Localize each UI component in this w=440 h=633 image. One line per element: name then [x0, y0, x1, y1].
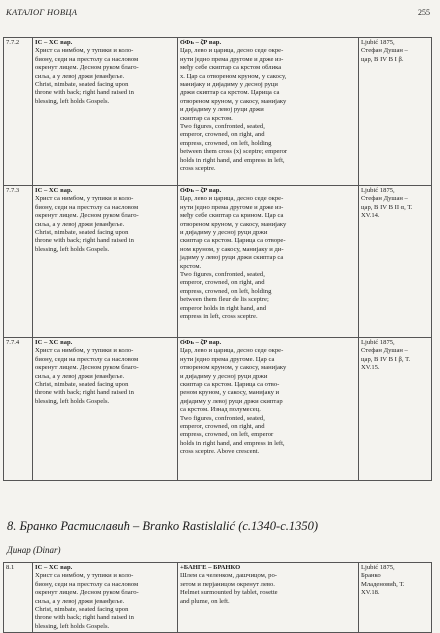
reverse-description-line: emperor holds in right hand, and: [180, 304, 267, 312]
reverse-description-line: empress, crowned, on left, holding: [180, 287, 272, 295]
reverse-description-line: emperor, crowned, on right, and: [180, 279, 265, 287]
reference-line: цар, В IV В I β, Т.: [361, 355, 411, 363]
reference: [359, 38, 432, 186]
obverse-description-line: биону, седи на престолу са насловом: [35, 355, 139, 363]
reverse-description: [178, 338, 359, 481]
obverse-description-line: окренут лицем. Десном руком благо-: [35, 64, 139, 72]
reverse-description-line: between them fleur de lis sceptre;: [180, 296, 269, 304]
reverse-description-line: +БАНГЕ – БРАНКО: [180, 564, 241, 571]
catalog-number: 7.7.3: [4, 186, 33, 338]
reverse-description-line: emperor, crowned, on right, and: [180, 131, 265, 139]
page-number: 255: [418, 8, 430, 17]
reference-line: Стефан Душан –: [361, 195, 408, 203]
reverse-description-line: between them cross (x) sceptre; emperor: [180, 148, 288, 156]
obverse-description-line: throne with back; right hand raised in: [35, 614, 134, 622]
reference-line: Стефан Душан –: [361, 347, 408, 355]
coin-catalog-table-2: [3, 562, 432, 633]
reverse-description-line: cross sceptre.: [180, 165, 216, 173]
obverse-description: [33, 38, 178, 186]
reference-line: цар, В IV В II α, Т.: [361, 203, 413, 211]
running-header: КАТАЛОГ НОВЦА: [6, 7, 78, 17]
reverse-description: [178, 186, 359, 338]
obverse-description-line: Христ са нимбом, у тупики и коло-: [35, 347, 134, 355]
obverse-description-line: IC – XC вар.: [35, 39, 73, 46]
reverse-description-line: отвореном круном, у сакосу, манијаку: [180, 97, 287, 105]
reverse-description-line: х. Цар са отвореном круном, у сакосу,: [180, 72, 287, 80]
obverse-description-line: Christ, nimbate, seated facing upon: [35, 81, 129, 89]
obverse-description-line: Christ, nimbate, seated facing upon: [35, 229, 129, 237]
reverse-description-line: зетом и перјаницом окренут лево.: [180, 580, 275, 588]
reverse-description-line: крстом.: [180, 262, 202, 270]
catalog-row: [4, 186, 432, 338]
reverse-description-line: отвореном круном, у сакосу, манијаку: [180, 220, 287, 228]
reverse-description-line: међу себе скиптар са крстом облика: [180, 64, 282, 72]
reference: [359, 563, 432, 633]
reverse-description-line: реном круном, у сакосу, манијаку и: [180, 389, 280, 397]
reverse-description-line: Two figures, confronted, seated,: [180, 271, 265, 279]
reference-line: XV.18.: [361, 589, 380, 597]
obverse-description-line: IC – XC вар.: [35, 564, 73, 571]
reverse-description-line: ном круном, у сакосу, манијаку и ди-: [180, 245, 284, 253]
catalog-row: [4, 338, 432, 481]
obverse-description-line: throne with back; right hand raised in: [35, 237, 134, 245]
obverse-description: [33, 563, 178, 633]
reverse-description-line: отвореном круном, у сакосу, манијаку: [180, 364, 287, 372]
catalog-number: 7.7.4: [4, 338, 33, 481]
obverse-description-line: blessing, left holds Gospels.: [35, 397, 110, 405]
obverse-description-line: окренут лицем. Десном руком благо-: [35, 364, 139, 372]
coin-catalog-table: [3, 37, 432, 481]
reference-line: Стефан Душан –: [361, 47, 408, 55]
reverse-description-line: and plume, on left.: [180, 597, 230, 605]
reverse-description-line: нути једно према другоме и држе из-: [180, 203, 284, 211]
reference-line: Бранко: [361, 572, 381, 580]
reverse-description-line: са крстом. Изнад полумесец.: [180, 406, 261, 414]
reverse-description-line: holds in right hand, and empress in left,: [180, 156, 285, 164]
reference-line: Ljubić 1875,: [361, 39, 395, 46]
reverse-description-line: Цар, лево и царица, десно седе окре-: [180, 347, 284, 355]
catalog-number: 8.1: [4, 563, 33, 633]
reference-line: Младеновић, Т.: [361, 580, 405, 588]
obverse-description-line: IC – XC вар.: [35, 339, 73, 346]
obverse-description-line: IC – XC вар.: [35, 187, 73, 194]
catalog-row: [4, 563, 432, 633]
reverse-description-line: дијадиму у левој руци држи скиптар: [180, 397, 283, 405]
obverse-description-line: blessing, left holds Gospels.: [35, 622, 110, 630]
obverse-description-line: throne with back; right hand raised in: [35, 89, 134, 97]
section-heading: 8. Бранко Растиславић – Branko Rastislalić (c.1340-c.1350): [7, 519, 319, 533]
reverse-description-line: empress, crowned, on left, holding: [180, 139, 272, 147]
catalog-row: [4, 38, 432, 186]
obverse-description-line: сиља, а у левој држи јеванђеље.: [35, 72, 125, 80]
reference-line: цар, В IV В I β.: [361, 55, 404, 63]
reference-line: XV.15.: [361, 364, 380, 372]
obverse-description-line: Христ са нимбом, у тупики и коло-: [35, 47, 134, 55]
reverse-description-line: Шлем са челенком, дашчицом, ро-: [180, 572, 277, 580]
reverse-description-line: јадиму у левој руци држи скиптар са: [180, 254, 284, 262]
reference-line: Ljubić 1875,: [361, 187, 395, 194]
reverse-description-line: скиптар са крстом. Царица са отво-: [180, 381, 280, 389]
reverse-description: [178, 38, 359, 186]
reverse-description-line: ϬФь – ζ̄Р вар.: [180, 39, 222, 46]
obverse-description-line: окренут лицем. Десном руком благо-: [35, 589, 139, 597]
reference-line: Ljubić 1875,: [361, 564, 395, 571]
reverse-description-line: ϬФь – ζ̄Р вар.: [180, 187, 222, 194]
reverse-description-line: Two figures, confronted, seated,: [180, 414, 265, 422]
reverse-description-line: empress, crowned, on left, emperor: [180, 431, 274, 439]
reverse-description-line: Two figures, confronted, seated,: [180, 123, 265, 131]
reverse-description-line: empress in left, cross sceptre.: [180, 313, 258, 321]
reverse-description-line: cross sceptre. Above crescent.: [180, 448, 260, 456]
obverse-description-line: окренут лицем. Десном руком благо-: [35, 212, 139, 220]
obverse-description-line: биону, седи на престолу са насловом: [35, 580, 139, 588]
obverse-description-line: throne with back; right hand raised in: [35, 389, 134, 397]
reference: [359, 338, 432, 481]
reference-line: Ljubić 1875,: [361, 339, 395, 346]
obverse-description-line: blessing, left holds Gospels.: [35, 245, 110, 253]
obverse-description-line: Christ, nimbate, seated facing upon: [35, 606, 129, 614]
reverse-description-line: Цар, лево и царица, десно седе окре-: [180, 47, 284, 55]
obverse-description: [33, 338, 178, 481]
reverse-description-line: манијаку и дијадиму у десној руци: [180, 81, 278, 89]
reverse-description-line: и дијадиму у десној руци држи: [180, 372, 268, 380]
obverse-description-line: Christ, nimbate, seated facing upon: [35, 381, 129, 389]
reference-line: XV.14.: [361, 212, 380, 220]
section-subheading: Динар (Dinar): [7, 545, 61, 555]
reverse-description-line: скиптар са крстом. Царица са отворе-: [180, 237, 286, 245]
obverse-description: [33, 186, 178, 338]
obverse-description-line: сиља, а у левој држи јеванђеље.: [35, 372, 125, 380]
reverse-description-line: holds in right hand, and empress in left,: [180, 439, 285, 447]
obverse-description-line: Христ са нимбом, у тупики и коло-: [35, 195, 134, 203]
reverse-description-line: и дијадиму у левој руци држи: [180, 106, 264, 114]
obverse-description-line: Христ са нимбом, у тупики и коло-: [35, 572, 134, 580]
reverse-description-line: emperor, crowned, on right, and: [180, 423, 265, 431]
reverse-description: [178, 563, 359, 633]
obverse-description-line: биону, седи на престолу са насловом: [35, 55, 139, 63]
reverse-description-line: нути једно према другоме и држе из-: [180, 55, 284, 63]
obverse-description-line: сиља, а у левој држи јеванђеље.: [35, 220, 125, 228]
reverse-description-line: међу себе скиптар са крином. Цар са: [180, 212, 284, 220]
obverse-description-line: сиља, а у левој држи јеванђеље.: [35, 597, 125, 605]
reverse-description-line: и дијадиму у десној руци држи: [180, 229, 268, 237]
catalog-number: 7.7.2: [4, 38, 33, 186]
reverse-description-line: скиптар са крстом.: [180, 114, 233, 122]
reverse-description-line: нути једно према другоме. Цар са: [180, 355, 275, 363]
obverse-description-line: blessing, left holds Gospels.: [35, 97, 110, 105]
reference: [359, 186, 432, 338]
reverse-description-line: Цар, лево и царица, десно седе окре-: [180, 195, 284, 203]
obverse-description-line: биону, седи на престолу са насловом: [35, 203, 139, 211]
reverse-description-line: држи скиптар са крстом. Царица са: [180, 89, 280, 97]
reverse-description-line: ϬФь – ζ̄Р вар.: [180, 339, 222, 346]
reverse-description-line: Helmet surmounted by tablet, rosette: [180, 589, 278, 597]
